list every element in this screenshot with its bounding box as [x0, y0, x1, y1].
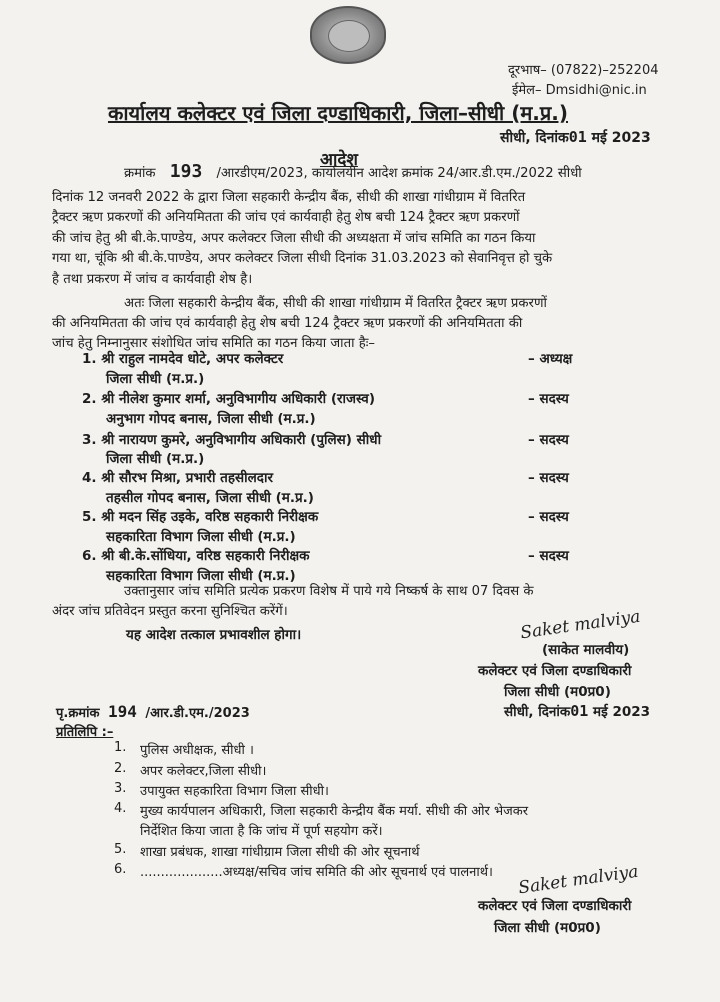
para3-line: उक्तानुसार जांच समिति प्रत्येक प्रकरण विशेष में पाये गये निष्कर्ष के साथ 07 दिवस के — [124, 584, 534, 599]
copy-item-number: 4. — [114, 801, 127, 816]
copy-item-continued: निर्देशित किया जाता है कि जांच में पूर्ण सहयोग करें। — [140, 824, 383, 839]
member-4-address: तहसील गोपद बनास, जिला सीधी (म.प्र.) — [106, 490, 314, 506]
para1-line: की जांच हेतु श्री बी.के.पाण्डेय, अपर कलेक्टर जिला सीधी की अध्यक्षता में जांच समिति का गठन किया — [52, 231, 536, 246]
member-2-name: 2. श्री नीलेश कुमार शर्मा, अनुविभागीय अधिकारी (राजस्व) — [82, 391, 375, 407]
member-3-address: जिला सीधी (म.प्र.) — [106, 451, 205, 467]
copy-item-number: 6. — [114, 862, 127, 877]
para3-line: अंदर जांच प्रतिवेदन प्रस्तुत करना सुनिश्चित करेंगें। — [52, 604, 288, 619]
signatory-name: (साकेत मालवीय) — [542, 642, 630, 658]
order-title: आदेश — [320, 150, 358, 170]
member-5-name: 5. श्री मदन सिंह उइके, वरिष्ठ सहकारी निरीक्षक — [82, 509, 319, 525]
copy-item-number: 5. — [114, 842, 127, 857]
handwritten-signature: Saket malviya — [517, 861, 640, 899]
copy-item-number: 3. — [114, 781, 127, 796]
member-5-address: सहकारिता विभाग जिला सीधी (म.प्र.) — [106, 529, 296, 545]
para1-line: गया था, चूंकि श्री बी.के.पाण्डेय, अपर कलेक्टर जिला सीधी दिनांक 31.03.2023 को सेवानिवृत्त हो चुके — [52, 251, 553, 266]
para2-line: अतः जिला सहकारी केन्द्रीय बैंक, सीधी की शाखा गांधीग्राम में वितरित ट्रैक्टर ऋण प्रकरणों — [124, 296, 547, 311]
copy-item: ....................अध्यक्ष/सचिव जांच समिति की ओर सूचनार्थ एवं पालनार्थ। — [140, 865, 493, 880]
signatory-designation: कलेक्टर एवं जिला दण्डाधिकारी — [478, 663, 632, 679]
para2-line: की अनियमितता की जांच एवं कार्यवाही हेतु शेष बची 124 ट्रैक्टर ऋण प्रकरणों की अनियमितता की — [52, 316, 523, 331]
para1-line: है तथा प्रकरण में जांच व कार्यवाही शेष है। — [52, 272, 253, 287]
copy-item: पुलिस अधीक्षक, सीधी । — [140, 743, 254, 758]
copy-item: उपायुक्त सहकारिता विभाग जिला सीधी। — [140, 784, 329, 799]
copy-item: शाखा प्रबंधक, शाखा गांधीग्राम जिला सीधी की ओर सूचनार्थ — [140, 845, 420, 860]
government-emblem — [310, 6, 386, 64]
office-title: कार्यालय कलेक्टर एवं जिला दण्डाधिकारी, जिला–सीधी (म.प्र.) — [108, 101, 569, 125]
member-6-address: सहकारिता विभाग जिला सीधी (म.प्र.) — [106, 568, 296, 584]
member-6-name: 6. श्री बी.के.सोंधिया, वरिष्ठ सहकारी निरीक्षक — [82, 548, 310, 564]
para1-line: ट्रैक्टर ऋण प्रकरणों की अनियमितता की जांच एवं कार्यवाही हेतु शेष बची 124 ट्रैक्टर ऋण प्रकरणों — [52, 210, 520, 225]
copy-item-number: 2. — [114, 761, 127, 776]
signatory-designation: कलेक्टर एवं जिला दण्डाधिकारी — [478, 898, 632, 914]
email-address: ईमेल– Dmsidhi@nic.in — [512, 83, 647, 98]
copy-item-number: 1. — [114, 740, 127, 755]
member-1-role: – अध्यक्ष — [528, 351, 573, 367]
order-date: सीधी, दिनांक01 मई 2023 — [500, 128, 651, 146]
member-1-name: 1. श्री राहुल नामदेव धोटे, अपर कलेक्टर — [82, 351, 284, 367]
endorsement-date: सीधी, दिनांक01 मई 2023 — [504, 702, 651, 720]
copy-to-label: प्रतिलिपि :– — [56, 725, 114, 740]
phone-number: दूरभाष– (07822)–252204 — [508, 63, 659, 78]
endorsement-number: पृ.क्रमांक 194 /आर.डी.एम./2023 — [56, 702, 250, 721]
member-1-address: जिला सीधी (म.प्र.) — [106, 371, 205, 387]
member-6-role: – सदस्य — [528, 548, 569, 564]
member-2-role: – सदस्य — [528, 391, 569, 407]
member-3-name: 3. श्री नारायण कुमरे, अनुविभागीय अधिकारी (पुलिस) सीधी — [82, 432, 382, 448]
para1-line: दिनांक 12 जनवरी 2022 के द्वारा जिला सहकारी केन्द्रीय बैंक, सीधी की शाखा गांधीग्राम में वितरित — [52, 190, 526, 205]
order-number-handwritten: 193 — [169, 161, 203, 182]
member-2-address: अनुभाग गोपद बनास, जिला सीधी (म.प्र.) — [106, 411, 316, 427]
para2-line: जांच हेतु निम्नानुसार संशोधित जांच समिति का गठन किया जाता हैः– — [52, 336, 375, 351]
member-4-role: – सदस्य — [528, 470, 569, 486]
copy-item: मुख्य कार्यपालन अधिकारी, जिला सहकारी केन्द्रीय बैंक मर्या. सीधी की ओर भेजकर — [140, 804, 529, 819]
copy-item: अपर कलेक्टर,जिला सीधी। — [140, 764, 267, 779]
member-4-name: 4. श्री सौरभ मिश्रा, प्रभारी तहसीलदार — [82, 470, 273, 486]
member-5-role: – सदस्य — [528, 509, 569, 525]
signatory-district: जिला सीधी (म0प्र0) — [494, 920, 601, 936]
handwritten-signature: Saket malviya — [519, 606, 642, 644]
effective-statement: यह आदेश तत्काल प्रभावशील होगा। — [126, 627, 302, 643]
order-number-line: क्रमांक 193 /आरडीएम/2023, कार्यालयीन आदेश क्रमांक 24/आर.डी.एम./2022 सीधी — [124, 161, 582, 182]
signatory-district: जिला सीधी (म0प्र0) — [504, 684, 611, 700]
member-3-role: – सदस्य — [528, 432, 569, 448]
